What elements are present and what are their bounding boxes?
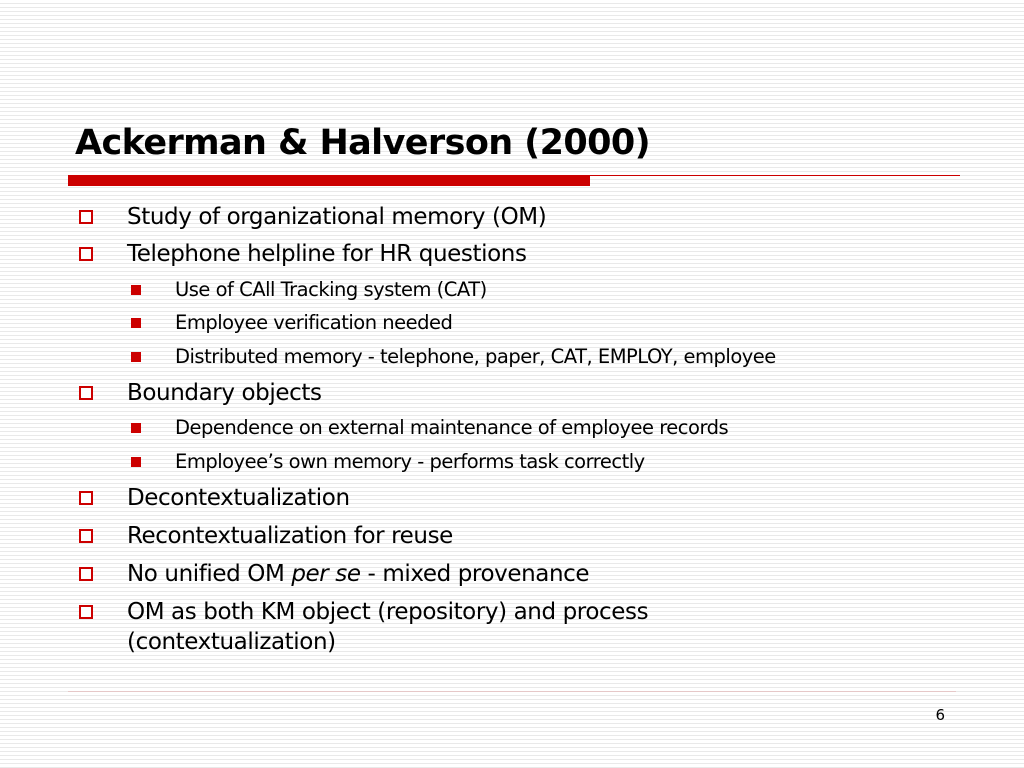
bullet-item: Boundary objects — [127, 380, 322, 406]
bullet-text-after: - mixed provenance — [360, 561, 590, 587]
sub-bullet-item: Employee’s own memory - performs task correctly — [175, 450, 645, 473]
filled-square-bullet-icon — [131, 423, 141, 433]
bullet-item: Decontextualization — [127, 485, 350, 511]
sub-bullet-item: Use of CAll Tracking system (CAT) — [175, 278, 487, 301]
hollow-square-bullet-icon — [79, 247, 93, 261]
bullet-item: OM as both KM object (repository) and process — [127, 599, 649, 625]
slide-title: Ackerman & Halverson (2000) — [75, 123, 650, 163]
hollow-square-bullet-icon — [79, 567, 93, 581]
filled-square-bullet-icon — [131, 457, 141, 467]
hollow-square-bullet-icon — [79, 491, 93, 505]
bullet-item: Recontextualization for reuse — [127, 523, 453, 549]
page-number: 6 — [935, 706, 945, 724]
sub-bullet-item: Distributed memory - telephone, paper, CAT, EMPLOY, employee — [175, 345, 776, 368]
bullet-text-before: No unified OM — [127, 561, 292, 587]
bullet-item: Study of organizational memory (OM) — [127, 204, 547, 230]
bullet-item — [127, 559, 589, 589]
hollow-square-bullet-icon — [79, 386, 93, 400]
hollow-square-bullet-icon — [79, 210, 93, 224]
bullet-text-italic: per se — [291, 561, 361, 587]
hollow-square-bullet-icon — [79, 529, 93, 543]
filled-square-bullet-icon — [131, 285, 141, 295]
filled-square-bullet-icon — [131, 352, 141, 362]
hollow-square-bullet-icon — [79, 605, 93, 619]
sub-bullet-item: Employee verification needed — [175, 311, 453, 334]
filled-square-bullet-icon — [131, 318, 141, 328]
footer-rule — [68, 691, 956, 692]
sub-bullet-item: Dependence on external maintenance of employee records — [175, 416, 729, 439]
bullet-item-continuation: (contextualization) — [127, 629, 336, 655]
bullet-item: Telephone helpline for HR questions — [127, 241, 527, 267]
